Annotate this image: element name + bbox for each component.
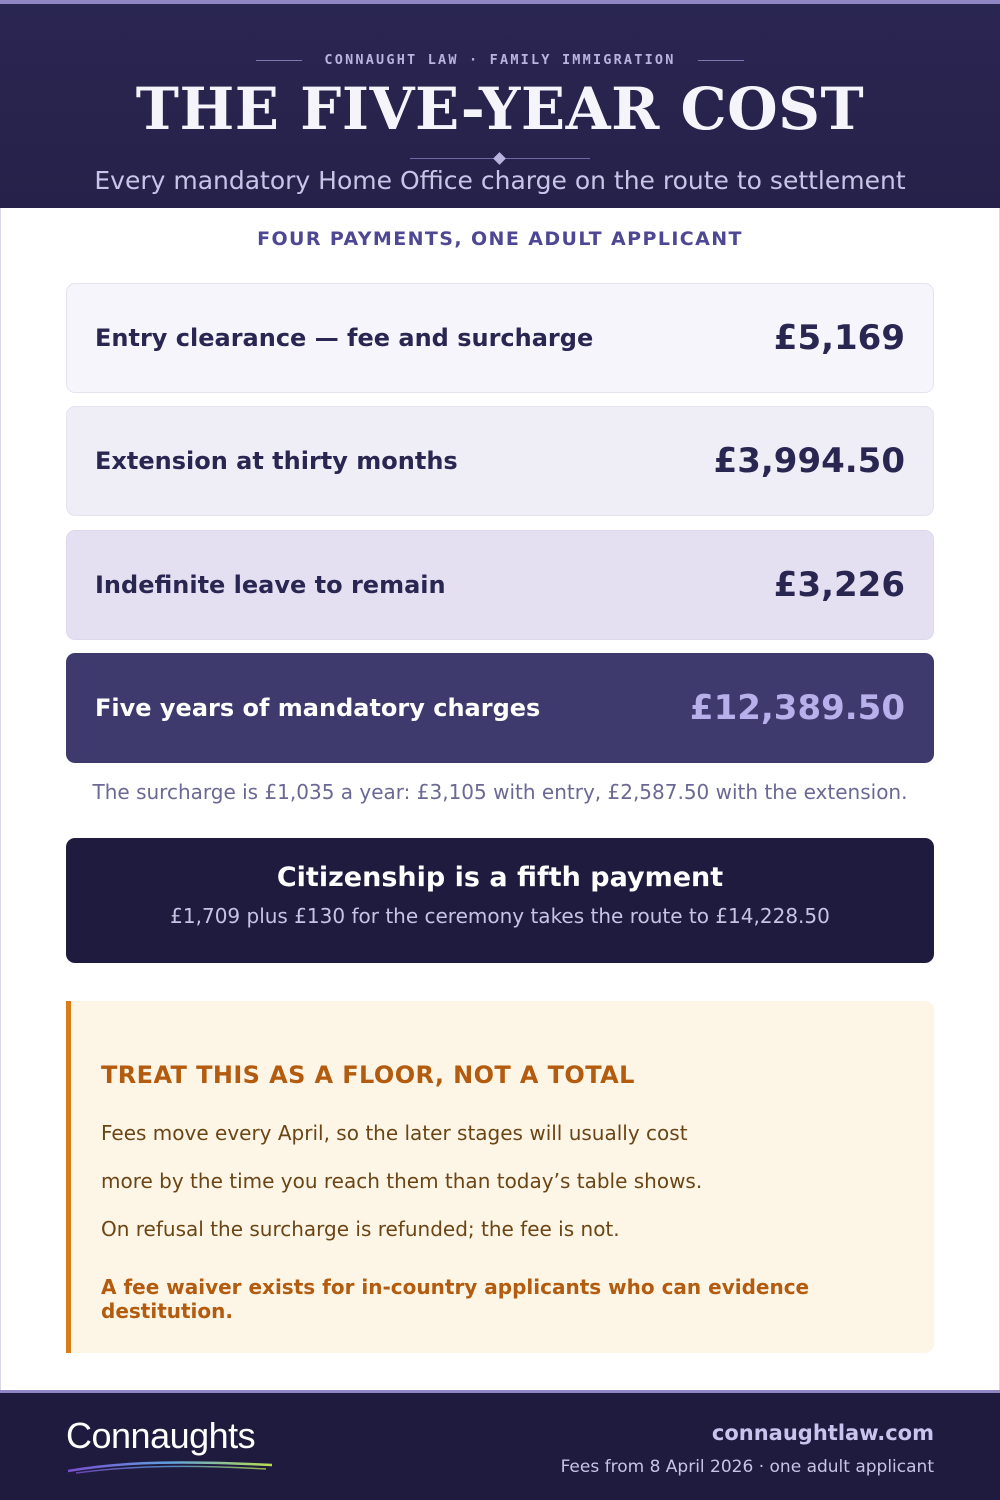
logo-wordmark: Connaughts [66,1415,256,1456]
payment-amount: £3,994.50 [713,441,905,481]
section-label: FOUR PAYMENTS, ONE ADULT APPLICANT [257,228,743,250]
eyebrow-text: CONNAUGHT LAW · FAMILY IMMIGRATION [324,52,676,68]
footer [0,1390,1000,1500]
citizenship-title: Citizenship is a fifth payment [276,862,724,893]
website-link[interactable]: connaughtlaw.com [711,1421,934,1445]
payment-row-ilr [66,530,934,640]
warning-callout [66,1001,934,1353]
warning-emphasis: A fee waiver exists for in-country applicants who can evidence destitution. [101,1275,810,1323]
warning-title: TREAT THIS AS A FLOOR, NOT A TOTAL [101,1061,635,1089]
diamond-divider-icon [410,152,590,166]
eyebrow-rule-right [698,60,744,61]
warning-line: Fees move every April, so the later stages will usually cost [101,1121,688,1145]
connaughts-logo [66,1415,286,1475]
payment-label: Extension at thirty months [95,447,458,475]
eyebrow-rule-left [256,60,302,61]
warning-line: On refusal the surcharge is refunded; the fee is not. [101,1217,620,1241]
total-amount: £12,389.50 [689,688,905,728]
payment-row-total [66,653,934,763]
citizenship-detail: £1,709 plus £130 for the ceremony takes the route to £14,228.50 [170,904,830,928]
page-subtitle: Every mandatory Home Office charge on the route to settlement [94,166,906,195]
payment-amount: £3,226 [773,565,905,605]
payment-label: Indefinite leave to remain [95,571,446,599]
payment-row-extension [66,406,934,516]
warning-line: more by the time you reach them than today’s table shows. [101,1169,703,1193]
citizenship-card [66,838,934,963]
header-banner [0,0,1000,208]
footer-note: Fees from 8 April 2026 · one adult applicant [560,1457,934,1477]
payment-amount: £5,169 [773,318,905,358]
payment-row-entry-clearance [66,283,934,393]
payment-label: Entry clearance — fee and surcharge [95,324,594,352]
logo-swoosh-icon [66,1459,276,1475]
page-title: THE FIVE-YEAR COST [135,75,865,143]
total-label: Five years of mandatory charges [95,694,541,722]
eyebrow-row [0,50,1000,70]
surcharge-note: The surcharge is £1,035 a year: £3,105 with entry, £2,587.50 with the extension. [92,780,908,804]
